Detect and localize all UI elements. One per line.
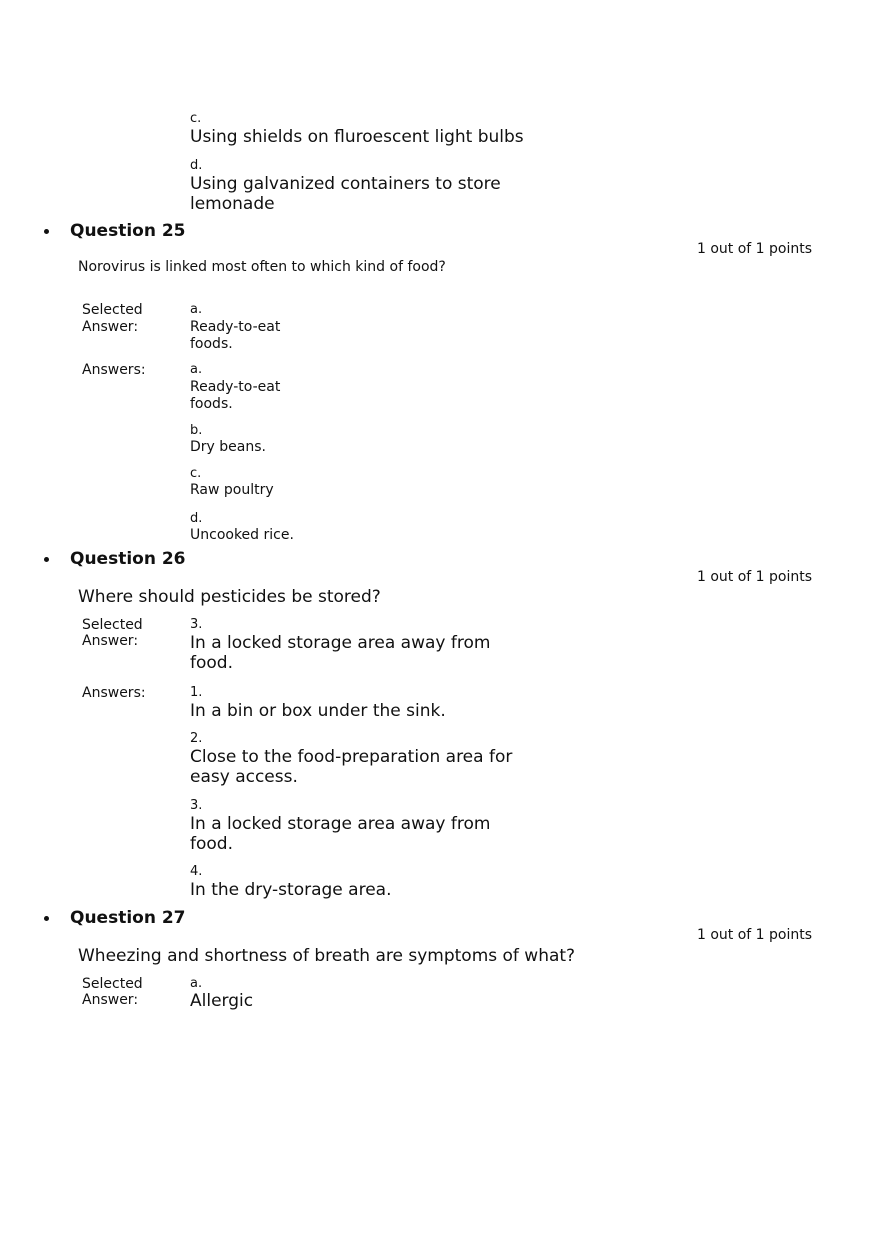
answer-text: Using shields on fluroescent light bulbs <box>190 127 524 147</box>
answer-text: Using galvanized containers to store <box>190 174 501 194</box>
answer-letter: 1. <box>190 685 203 700</box>
selected-label: Selected <box>82 976 143 992</box>
answer-text: food. <box>190 834 233 854</box>
question-text: Where should pesticides be stored? <box>78 587 381 607</box>
question-title: Question 27 <box>70 908 186 928</box>
answer-letter: b. <box>190 423 203 438</box>
answer-text: foods. <box>190 396 233 412</box>
question-points: 1 out of 1 points <box>697 927 813 943</box>
question-title: Question 26 <box>70 549 186 569</box>
answer-text: In a bin or box under the sink. <box>190 701 446 721</box>
answer-letter: c. <box>190 111 202 126</box>
selected-label: Answer: <box>82 633 139 649</box>
answer-letter: d. <box>190 511 203 526</box>
answer-text: lemonade <box>190 194 275 214</box>
answer-letter: 3. <box>190 798 203 813</box>
selected-letter: 3. <box>190 617 203 632</box>
selected-label: Answer: <box>82 992 139 1008</box>
selected-answer: food. <box>190 653 233 673</box>
selected-label: Answer: <box>82 319 139 335</box>
question-text: Norovirus is linked most often to which kind of food? <box>78 259 446 275</box>
selected-label: Selected <box>82 617 143 633</box>
answer-text: In a locked storage area away from <box>190 814 491 834</box>
answer-text: In the dry-storage area. <box>190 880 392 900</box>
answer-text: Close to the food-preparation area for <box>190 747 513 767</box>
answer-letter: a. <box>190 362 203 377</box>
selected-answer: Ready-to-eat <box>190 319 281 335</box>
bullet-icon <box>44 229 49 234</box>
bullet-icon <box>44 557 49 562</box>
selected-answer: In a locked storage area away from <box>190 633 491 653</box>
answers-label: Answers: <box>82 362 146 378</box>
answer-text: Dry beans. <box>190 439 266 455</box>
answer-text: Uncooked rice. <box>190 527 294 543</box>
answer-letter: 2. <box>190 731 203 746</box>
question-text: Wheezing and shortness of breath are symptoms of what? <box>78 946 576 966</box>
answer-text: Raw poultry <box>190 482 274 498</box>
selected-answer: Allergic <box>190 991 254 1011</box>
answer-letter: d. <box>190 158 203 173</box>
answer-letter: 4. <box>190 864 203 879</box>
answer-text: Ready-to-eat <box>190 379 281 395</box>
selected-letter: a. <box>190 976 203 991</box>
question-points: 1 out of 1 points <box>697 569 813 585</box>
question-points: 1 out of 1 points <box>697 241 813 257</box>
bullet-icon <box>44 916 49 921</box>
answers-label: Answers: <box>82 685 146 701</box>
selected-letter: a. <box>190 302 203 317</box>
selected-label: Selected <box>82 302 143 318</box>
answer-letter: c. <box>190 466 202 481</box>
question-title: Question 25 <box>70 221 186 241</box>
selected-answer: foods. <box>190 336 233 352</box>
answer-text: easy access. <box>190 767 298 787</box>
